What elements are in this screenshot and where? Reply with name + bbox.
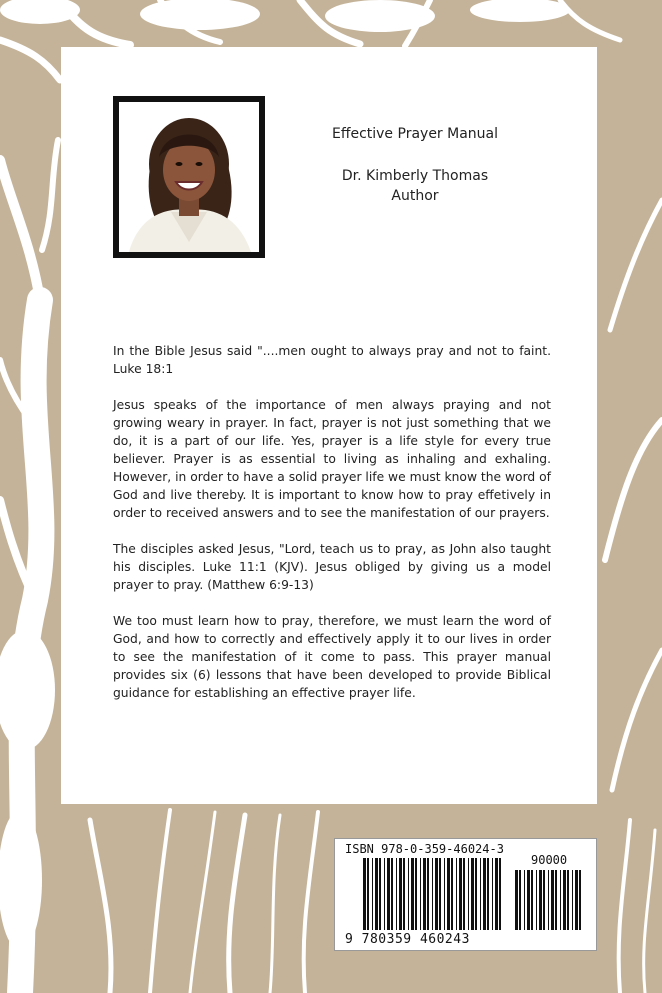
addon-barcode [515,870,585,930]
paragraph-1: In the Bible Jesus said "....men ought to always pray and not to faint. Luke 18:1 [113,344,551,376]
title-block [300,124,530,206]
paragraph-3: The disciples asked Jesus, "Lord, teach us to pray, as John also taught his disciples. Luke 11:1 (KJV). Jesus obliged by giving us a model prayer to pray. (Matthew 6:9-13) [113,542,551,592]
author-role: Author [391,188,439,204]
isbn-label: ISBN 978-0-359-46024-3 [345,842,504,856]
paragraph-4: We too must learn how to pray, therefore, we must learn the word of God, and how to correctly and effectively apply it to our lives in order to see the manifestation of it come to pass. This prayer manual provides six (6) lessons that have been developed to provide Biblical guidance for establishing an effective prayer life. [113,614,551,700]
price-code: 90000 [531,853,568,867]
author-portrait-icon [119,102,259,252]
barcode-box [334,838,597,951]
author-name: Dr. Kimberly Thomas [341,168,489,184]
description-text [113,342,551,720]
paragraph-2: Jesus speaks of the importance of men always praying and not growing weary in prayer. In fact, prayer is not just something that we do, it is a part of our life. Yes, prayer is a life style for every true believer. Prayer is as essential to living as inhaling and exhaling. However, in order to have a solid prayer life we must know the word of God and live thereby. It is important to know how to pray effetively in order to received answers and to see the manifestation of our prayers. [113,398,551,520]
ean-digits: 9 780359 460243 [345,932,470,947]
author-photo [113,96,265,258]
book-title: Effective Prayer Manual [331,126,499,142]
ean-barcode [363,858,503,930]
